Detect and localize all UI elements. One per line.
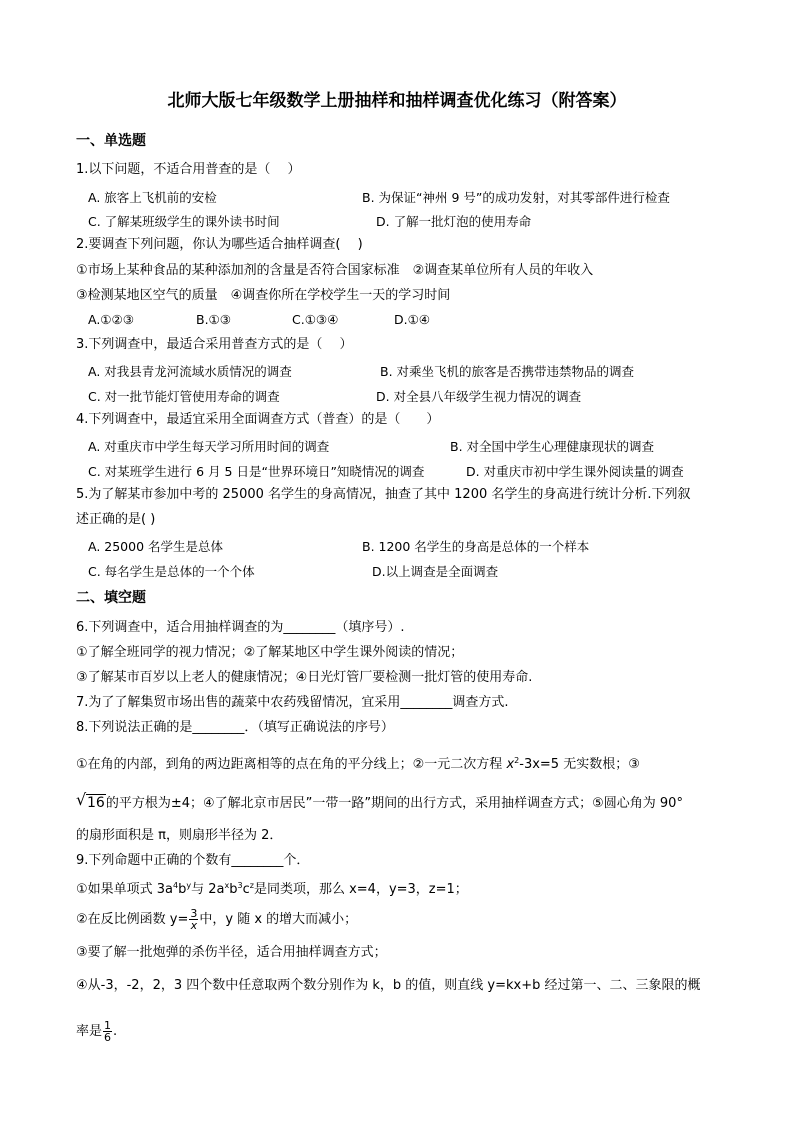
question-9-item-2: [76, 908, 357, 931]
question-4-option-a: A. 对重庆市中学生每天学习所用时间的调查: [88, 439, 330, 454]
q9-item-1-part: ①如果单项式 3a: [76, 882, 174, 897]
question-3-option-b: B. 对乘坐飞机的旅客是否携带违禁物品的调查: [380, 364, 635, 379]
question-1-option-b: B. 为保证“神州 9 号”的成功发射，对其零部件进行检查: [362, 190, 670, 205]
fraction-1-over-6: [103, 1020, 112, 1043]
question-8-line-2-text: 的平方根为±4；④了解北京市居民”一带一路”期间的出行方式，采用抽样调查方式；⑤圆心角为 90°: [105, 796, 683, 811]
question-5-option-b: B. 1200 名学生的身高是总体的一个样本: [362, 539, 590, 554]
q9-item-4-part: 率是: [76, 1024, 103, 1039]
question-4-stem: 4.下列调查中，最适宜采用全面调查方式（普查）的是（ ）: [76, 412, 440, 427]
question-8-line-1: [76, 753, 640, 773]
q9-item-1-part: 与 2a: [191, 882, 225, 897]
question-4-option-c: C. 对某班学生进行 6 月 5 日是“世界环境日”知晓情况的调查: [88, 464, 425, 479]
question-8-var-x: x: [506, 757, 515, 772]
question-9-item-4-continued: [76, 1020, 117, 1043]
question-8-stem: 8.下列说法正确的是________．（填写正确说法的序号）: [76, 720, 394, 735]
question-2-option-a: A.①②③: [88, 312, 134, 327]
question-2-item-line-1: ①市场上某种食品的某种添加剂的含量是否符合国家标准 ②调查某单位所有人员的年收入: [76, 263, 594, 278]
q9-item-1-sup: z: [249, 881, 254, 890]
question-9-item-4: ④从-3，-2，2，3 四个数中任意取两个数分别作为 k，b 的值，则直线 y=kx+b 经过第一、二、三象限的概: [76, 978, 701, 993]
question-1-option-a: A. 旅客上飞机前的安检: [88, 190, 217, 205]
question-8-exponent: 2: [514, 756, 520, 765]
question-9-item-1: [76, 878, 468, 898]
question-3-stem: 3.下列调查中，最适合采用普查方式的是（ ）: [76, 337, 353, 352]
question-7-stem: 7.为了了解集贸市场出售的蔬菜中农药残留情况，宜采用________调查方式.: [76, 695, 509, 710]
q9-item-1-sup: y: [186, 881, 192, 890]
question-4-option-b: B. 对全国中学生心理健康现状的调查: [450, 439, 655, 454]
q9-item-2-part: 中，y 随 x 的增大而减小；: [199, 912, 358, 927]
fraction-denominator: 6: [104, 1031, 112, 1044]
section-heading-single-choice: 一、单选题: [76, 133, 146, 149]
question-2-stem: 2.要调查下列问题，你认为哪些适合抽样调查( ): [76, 237, 363, 252]
question-1-option-d: D. 了解一批灯泡的使用寿命: [376, 214, 532, 229]
q9-item-1-sup: x: [224, 881, 230, 890]
q9-item-1-part: c: [242, 882, 250, 897]
question-9-stem: 9.下列命题中正确的个数有________个．: [76, 853, 310, 868]
question-5-option-a: A. 25000 名学生是总体: [88, 539, 224, 554]
radicand: 16: [87, 795, 105, 811]
question-5-option-c: C. 每名学生是总体的一个个体: [88, 564, 255, 579]
q9-item-1-part: 是同类项，那么 x=4，y=3，z=1；: [253, 882, 468, 897]
fraction-3-over-x: [189, 908, 198, 931]
question-3-option-c: C. 对一批节能灯管使用寿命的调查: [88, 389, 280, 404]
question-5-stem-line-1: 5.为了解某市参加中考的 25000 名学生的身高情况，抽查了其中 1200 名学生的身高进行统计分析.下列叙: [76, 487, 691, 502]
q9-item-1-part: b: [229, 882, 238, 897]
question-8-line-1-text-a: ①在角的内部，到角的两边距离相等的点在角的平分线上；②一元二次方程: [76, 757, 507, 772]
q9-item-4-part: .: [113, 1024, 118, 1039]
question-2-option-d: D.①④: [394, 312, 431, 327]
q9-item-1-part: b: [178, 882, 187, 897]
question-5-stem-line-2: 述正确的是( ): [76, 512, 156, 527]
question-2-option-c: C.①③④: [292, 312, 339, 327]
fraction-numerator: 3: [190, 907, 198, 920]
question-3-option-a: A. 对我县青龙河流域水质情况的调查: [88, 364, 292, 379]
section-heading-fill-blank: 二、填空题: [76, 590, 146, 606]
radical-sign-icon: √: [76, 790, 87, 809]
question-2-option-b: B.①③: [196, 312, 231, 327]
fraction-numerator: 1: [104, 1019, 112, 1032]
question-8-line-1-text-b: -3x=5 无实数根；③: [519, 757, 640, 772]
q9-item-2-part: ②在反比例函数 y=: [76, 912, 189, 927]
question-6-stem: 6.下列调查中，适合用抽样调查的为________（填序号）.: [76, 620, 405, 635]
question-8-line-2: [76, 790, 683, 812]
question-1-stem: 1.以下问题，不适合用普查的是（ ）: [76, 162, 301, 177]
question-1-option-c: C. 了解某班级学生的课外读书时间: [88, 214, 280, 229]
question-3-option-d: D. 对全县八年级学生视力情况的调查: [376, 389, 582, 404]
fraction-denominator: x: [190, 919, 198, 932]
q9-item-1-sup: 4: [173, 881, 179, 890]
question-5-option-d: D.以上调查是全面调查: [372, 564, 499, 579]
question-4-option-d: D. 对重庆市初中学生课外阅读量的调查: [466, 464, 684, 479]
document-title: 北师大版七年级数学上册抽样和抽样调查优化练习（附答案）: [167, 91, 627, 111]
question-2-item-line-2: ③检测某地区空气的质量 ④调查你所在学校学生一天的学习时间: [76, 288, 451, 303]
question-8-line-3: 的扇形面积是 π，则扇形半径为 2．: [76, 828, 283, 843]
question-6-item-line-2: ③了解某市百岁以上老人的健康情况；④日光灯管厂要检测一批灯管的使用寿命.: [76, 670, 533, 685]
q9-item-1-sup: 3: [237, 881, 243, 890]
question-6-item-line-1: ①了解全班同学的视力情况；②了解某地区中学生课外阅读的情况；: [76, 645, 464, 660]
square-root-expression: [76, 790, 106, 811]
question-9-item-3: ③要了解一批炮弹的杀伤半径，适合用抽样调查方式；: [76, 945, 387, 960]
